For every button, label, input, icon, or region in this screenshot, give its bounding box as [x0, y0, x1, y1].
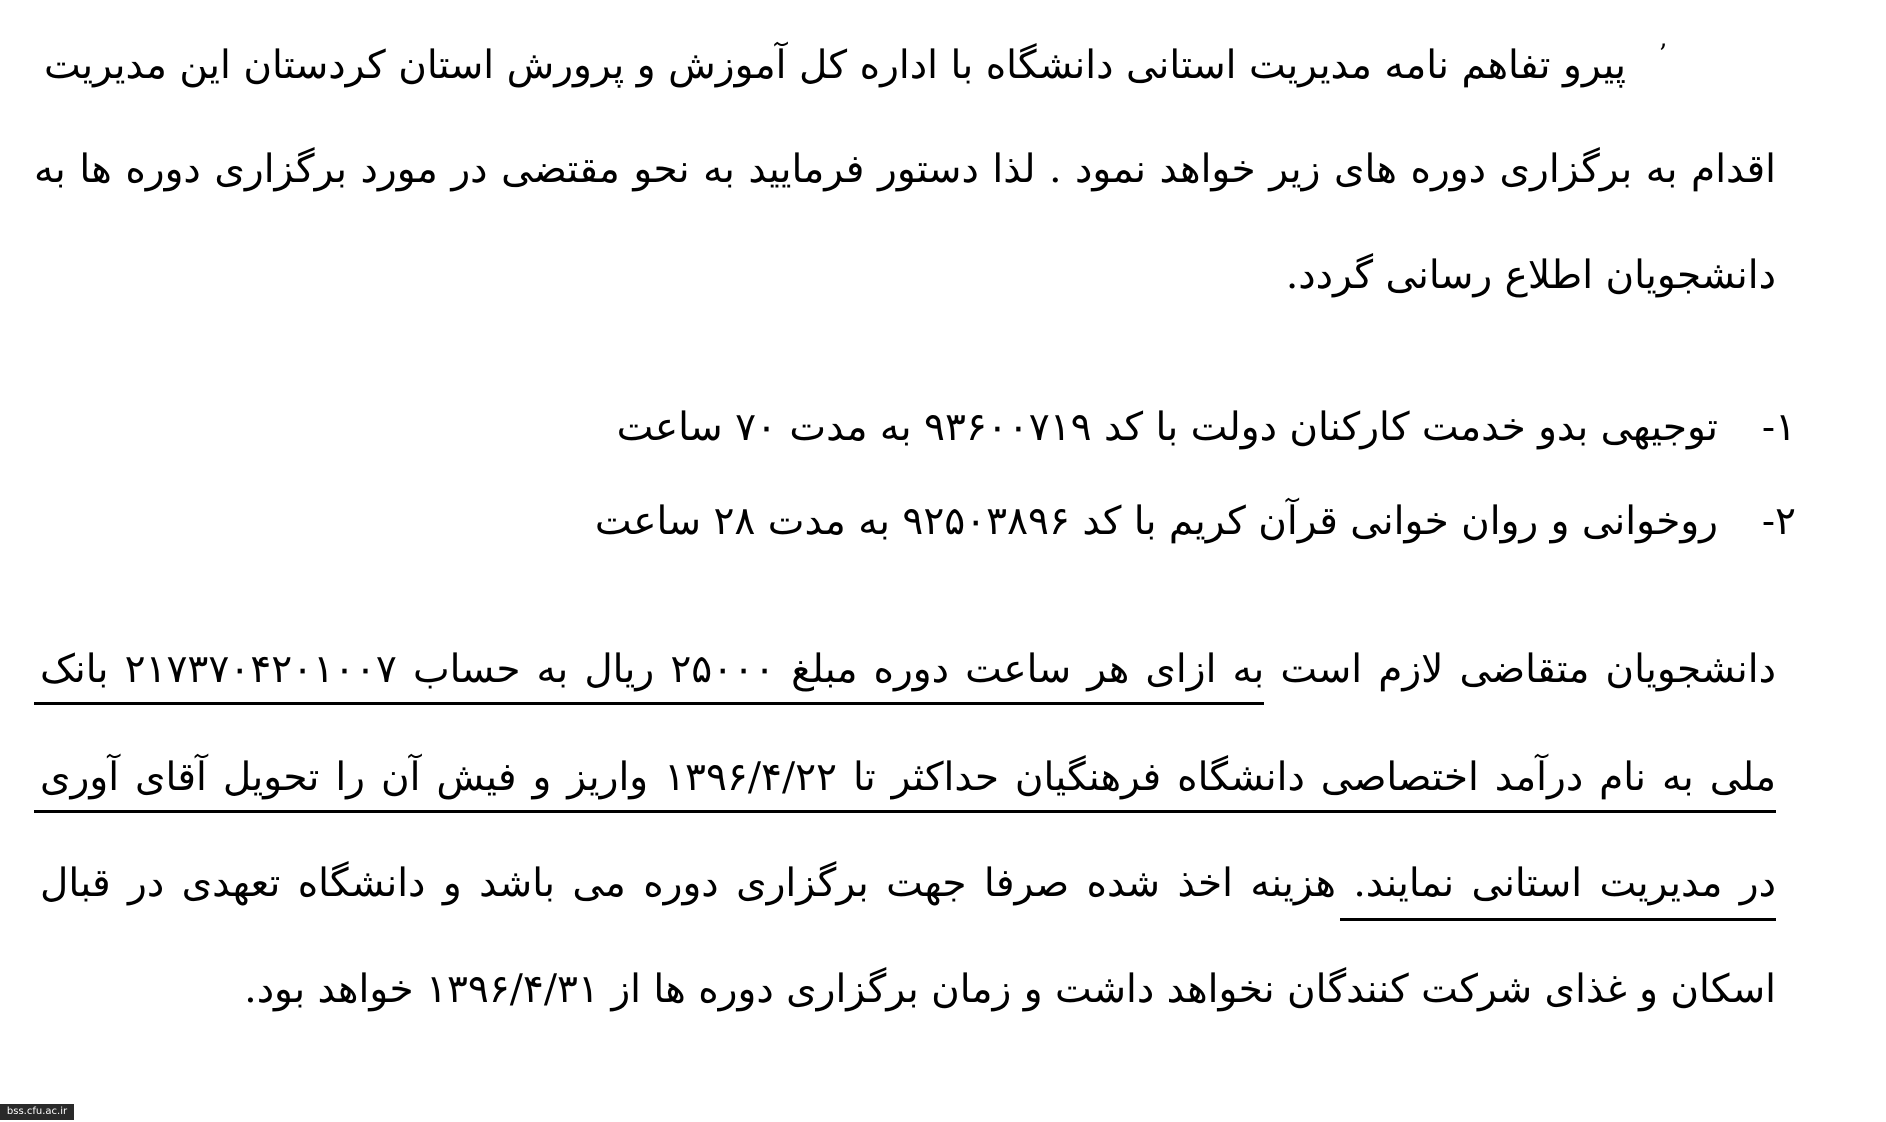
- intro-line-2: اقدام به برگزاری دوره های زیر خواهد نمود . لذا دستور فرمایید به نحو مقتضی در مورد برگزاری دوره ها به: [34, 147, 1776, 192]
- underline-1: [34, 702, 1264, 705]
- intro-line-1: پیرو تفاهم نامه مدیریت استانی دانشگاه با اداره کل آموزش و پرورش استان کردستان این مدیریت: [44, 43, 1626, 88]
- course-text: توجیهی بدو خدمت کارکنان دولت با کد ۹۳۶۰۰۷۱۹ به مدت ۷۰ ساعت: [616, 405, 1718, 450]
- payment-line-1: دانشجویان متقاضی لازم است به ازای هر ساعت دوره مبلغ ۲۵۰۰۰ ریال به حساب ۲۱۷۳۷۰۴۲۰۱۰۰۷ بانک: [40, 647, 1776, 692]
- underline-3: [1340, 918, 1776, 921]
- payment-line-2: ملی به نام درآمد اختصاصی دانشگاه فرهنگیان حداکثر تا ۱۳۹۶/۴/۲۲ واریز و فیش آن را تحویل آقای آوری: [40, 755, 1777, 800]
- payment-line-4: اسکان و غذای شرکت کنندگان نخواهد داشت و زمان برگزاری دوره ها از ۱۳۹۶/۴/۳۱ خواهد بود.: [244, 967, 1776, 1012]
- course-number: ۱-: [1761, 405, 1796, 450]
- opening-mark: ʼ: [1658, 40, 1667, 70]
- course-number: ۲-: [1761, 499, 1796, 544]
- course-text: روخوانی و روان خوانی قرآن کریم با کد ۹۲۵۰۳۸۹۶ به مدت ۲۸ ساعت: [594, 499, 1718, 544]
- site-watermark: bss.cfu.ac.ir: [0, 1104, 74, 1120]
- underline-2: [34, 810, 1776, 813]
- intro-line-3: دانشجویان اطلاع رسانی گردد.: [1285, 253, 1776, 298]
- payment-line-3: در مدیریت استانی نمایند. هزینه اخذ شده صرفا جهت برگزاری دوره می باشد و دانشگاه تعهدی در قبال: [40, 861, 1776, 906]
